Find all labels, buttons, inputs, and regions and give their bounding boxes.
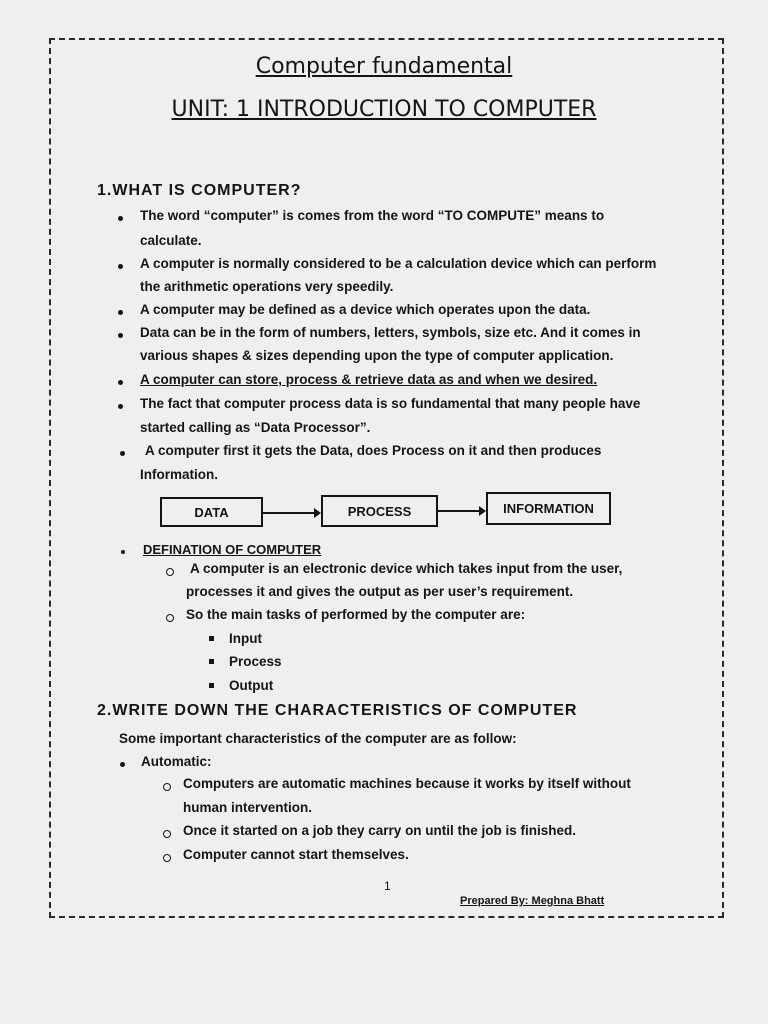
characteristic-automatic: Automatic: bbox=[141, 754, 212, 769]
sub-bullet-text: Computers are automatic machines because it works by itself without bbox=[183, 776, 631, 791]
bullet-text-cont: Information. bbox=[140, 467, 218, 482]
page-number: 1 bbox=[384, 879, 391, 893]
bullet-dot bbox=[118, 333, 123, 338]
section-heading-characteristics: 2.WRITE DOWN THE CHARACTERISTICS OF COMPUTER bbox=[97, 702, 578, 719]
square-bullet bbox=[209, 659, 214, 664]
bullet-text-underlined: A computer can store, process & retrieve data as and when we desired. bbox=[140, 372, 598, 387]
bullet-dot bbox=[118, 216, 123, 221]
sub-bullet-text: A computer is an electronic device which takes input from the user, bbox=[190, 561, 623, 576]
bullet-dot bbox=[121, 550, 125, 554]
bullet-dot bbox=[118, 380, 123, 385]
sub-bullet-text-cont: processes it and gives the output as per user’s requirement. bbox=[186, 584, 574, 599]
sub-bullet-text: So the main tasks of performed by the computer are: bbox=[186, 607, 526, 622]
prepared-by: Prepared By: Meghna Bhatt bbox=[460, 895, 605, 907]
square-bullet bbox=[209, 683, 214, 688]
bullet-text: The fact that computer process data is so fundamental that many people have bbox=[140, 396, 641, 411]
bullet-text: A computer may be defined as a device which operates upon the data. bbox=[140, 302, 591, 317]
sub-bullet-text: Computer cannot start themselves. bbox=[183, 847, 409, 862]
section-intro-text: Some important characteristics of the computer are as follow: bbox=[119, 731, 517, 746]
definition-heading: DEFINATION OF COMPUTER bbox=[143, 542, 322, 557]
bullet-text: A computer is normally considered to be a calculation device which can perform bbox=[140, 256, 657, 271]
bullet-text: Data can be in the form of numbers, letters, symbols, size etc. And it comes in bbox=[140, 325, 641, 340]
diagram-box-process: PROCESS bbox=[321, 495, 438, 527]
bullet-dot bbox=[120, 451, 125, 456]
bullet-text: The word “computer” is comes from the word “TO COMPUTE” means to bbox=[140, 208, 605, 223]
sub-bullet-circle bbox=[163, 783, 171, 791]
arrow-right-icon bbox=[263, 512, 319, 514]
bullet-dot bbox=[118, 310, 123, 315]
task-item-output: Output bbox=[229, 678, 274, 693]
bullet-text-cont: the arithmetic operations very speedily. bbox=[140, 279, 394, 294]
task-item-input: Input bbox=[229, 631, 262, 646]
document-title: Computer fundamental bbox=[255, 54, 513, 79]
bullet-dot bbox=[120, 762, 125, 767]
sub-bullet-circle bbox=[166, 614, 174, 622]
square-bullet bbox=[209, 636, 214, 641]
section-heading-what-is-computer: 1.WHAT IS COMPUTER? bbox=[97, 182, 302, 199]
bullet-dot bbox=[118, 404, 123, 409]
arrow-right-icon bbox=[438, 510, 484, 512]
bullet-text-cont: calculate. bbox=[140, 233, 202, 248]
sub-bullet-circle bbox=[163, 830, 171, 838]
sub-bullet-text: Once it started on a job they carry on until the job is finished. bbox=[183, 823, 577, 838]
bullet-text: A computer first it gets the Data, does Process on it and then produces bbox=[145, 443, 602, 458]
sub-bullet-circle bbox=[166, 568, 174, 576]
sub-bullet-text-cont: human intervention. bbox=[183, 800, 313, 815]
diagram-box-data: DATA bbox=[160, 497, 263, 527]
task-item-process: Process bbox=[229, 654, 282, 669]
sub-bullet-circle bbox=[163, 854, 171, 862]
bullet-text-cont: started calling as “Data Processor”. bbox=[140, 420, 371, 435]
diagram-box-information: INFORMATION bbox=[486, 492, 611, 525]
bullet-text-cont: various shapes & sizes depending upon the type of computer application. bbox=[140, 348, 614, 363]
bullet-dot bbox=[118, 264, 123, 269]
unit-title: UNIT: 1 INTRODUCTION TO COMPUTER bbox=[171, 97, 597, 122]
